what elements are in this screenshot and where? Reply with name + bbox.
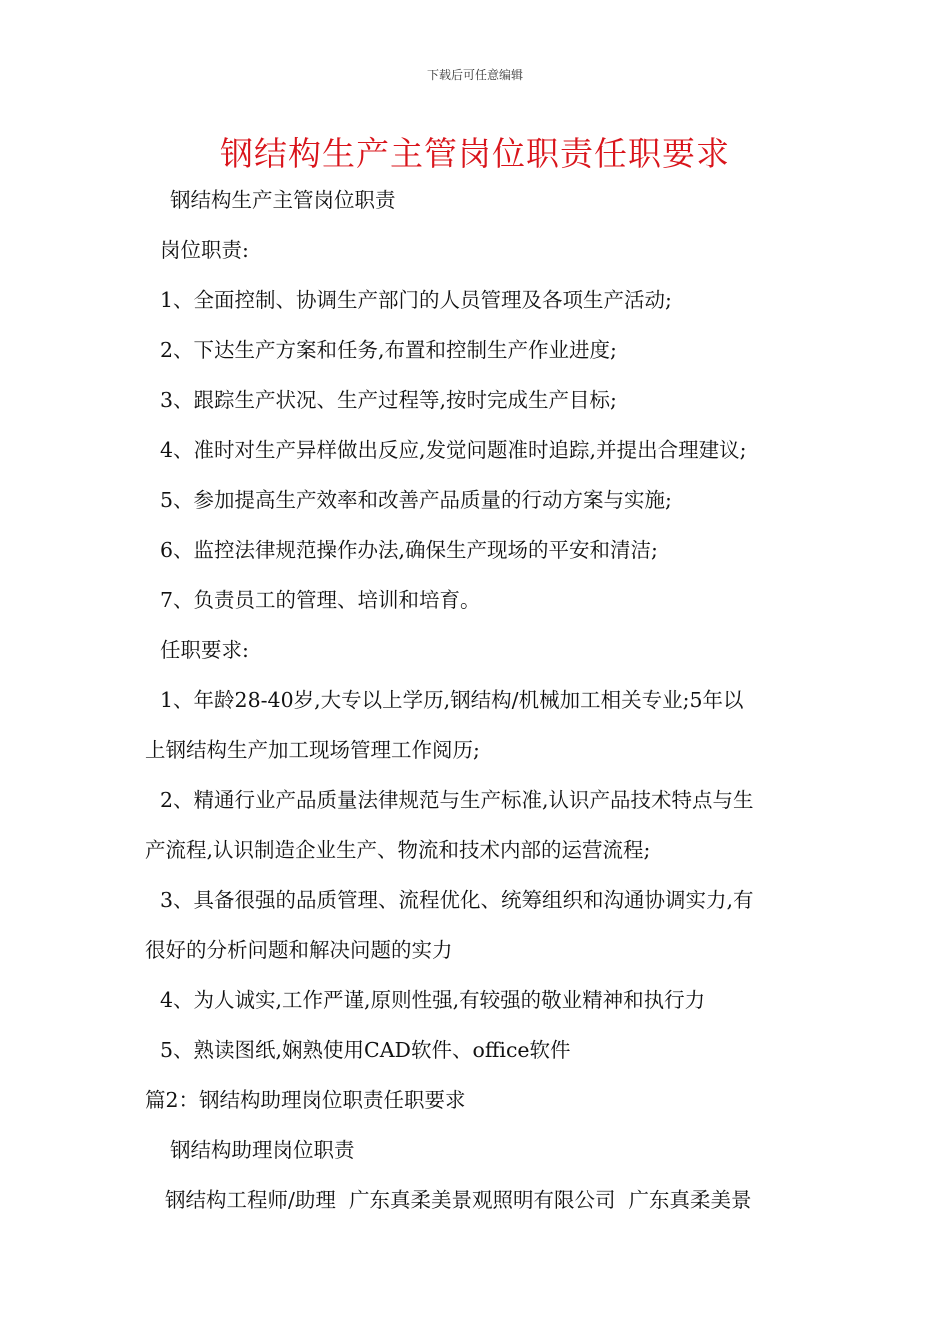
list-item: 1、年龄28-40岁,大专以上学历,钢结构/机械加工相关专业;5年以: [160, 688, 744, 712]
list-item: 1、全面控制、协调生产部门的人员管理及各项生产活动;: [160, 288, 672, 312]
list-item: 3、跟踪生产状况、生产过程等,按时完成生产目标;: [160, 388, 617, 412]
list-item: 7、负责员工的管理、培训和培育。: [160, 588, 481, 612]
list-item: 5、参加提高生产效率和改善产品质量的行动方案与实施;: [160, 488, 672, 512]
list-item-continuation: 产流程,认识制造企业生产、物流和技术内部的运营流程;: [145, 838, 651, 862]
subheading-requirements: 任职要求:: [160, 638, 249, 662]
section-heading: 钢结构生产主管岗位职责: [170, 188, 396, 212]
list-item: 6、监控法律规范操作办法,确保生产现场的平安和清洁;: [160, 538, 658, 562]
list-item: 5、熟读图纸,娴熟使用CAD软件、office软件: [160, 1038, 571, 1062]
subheading-duties: 岗位职责:: [160, 238, 249, 262]
list-item: 2、下达生产方案和任务,布置和控制生产作业进度;: [160, 338, 617, 362]
section-heading: 钢结构助理岗位职责: [170, 1138, 355, 1162]
document-title: 钢结构生产主管岗位职责任职要求: [220, 134, 730, 173]
list-item-continuation: 很好的分析问题和解决问题的实力: [145, 938, 453, 962]
header-note: 下载后可任意编辑: [426, 68, 523, 82]
list-item: 2、精通行业产品质量法律规范与生产标准,认识产品技术特点与生: [160, 788, 754, 812]
list-item: 4、为人诚实,工作严谨,原则性强,有较强的敬业精神和执行力: [160, 988, 706, 1012]
list-item-continuation: 上钢结构生产加工现场管理工作阅历;: [145, 738, 480, 762]
list-item: 4、准时对生产异样做出反应,发觉问题准时追踪,并提出合理建议;: [160, 438, 747, 462]
list-item: 3、具备很强的品质管理、流程优化、统筹组织和沟通协调实力,有: [160, 888, 754, 912]
job-posting-line: 钢结构工程师/助理 广东真柔美景观照明有限公司 广东真柔美景: [165, 1188, 752, 1212]
article-heading: 篇2：钢结构助理岗位职责任职要求: [145, 1088, 466, 1112]
